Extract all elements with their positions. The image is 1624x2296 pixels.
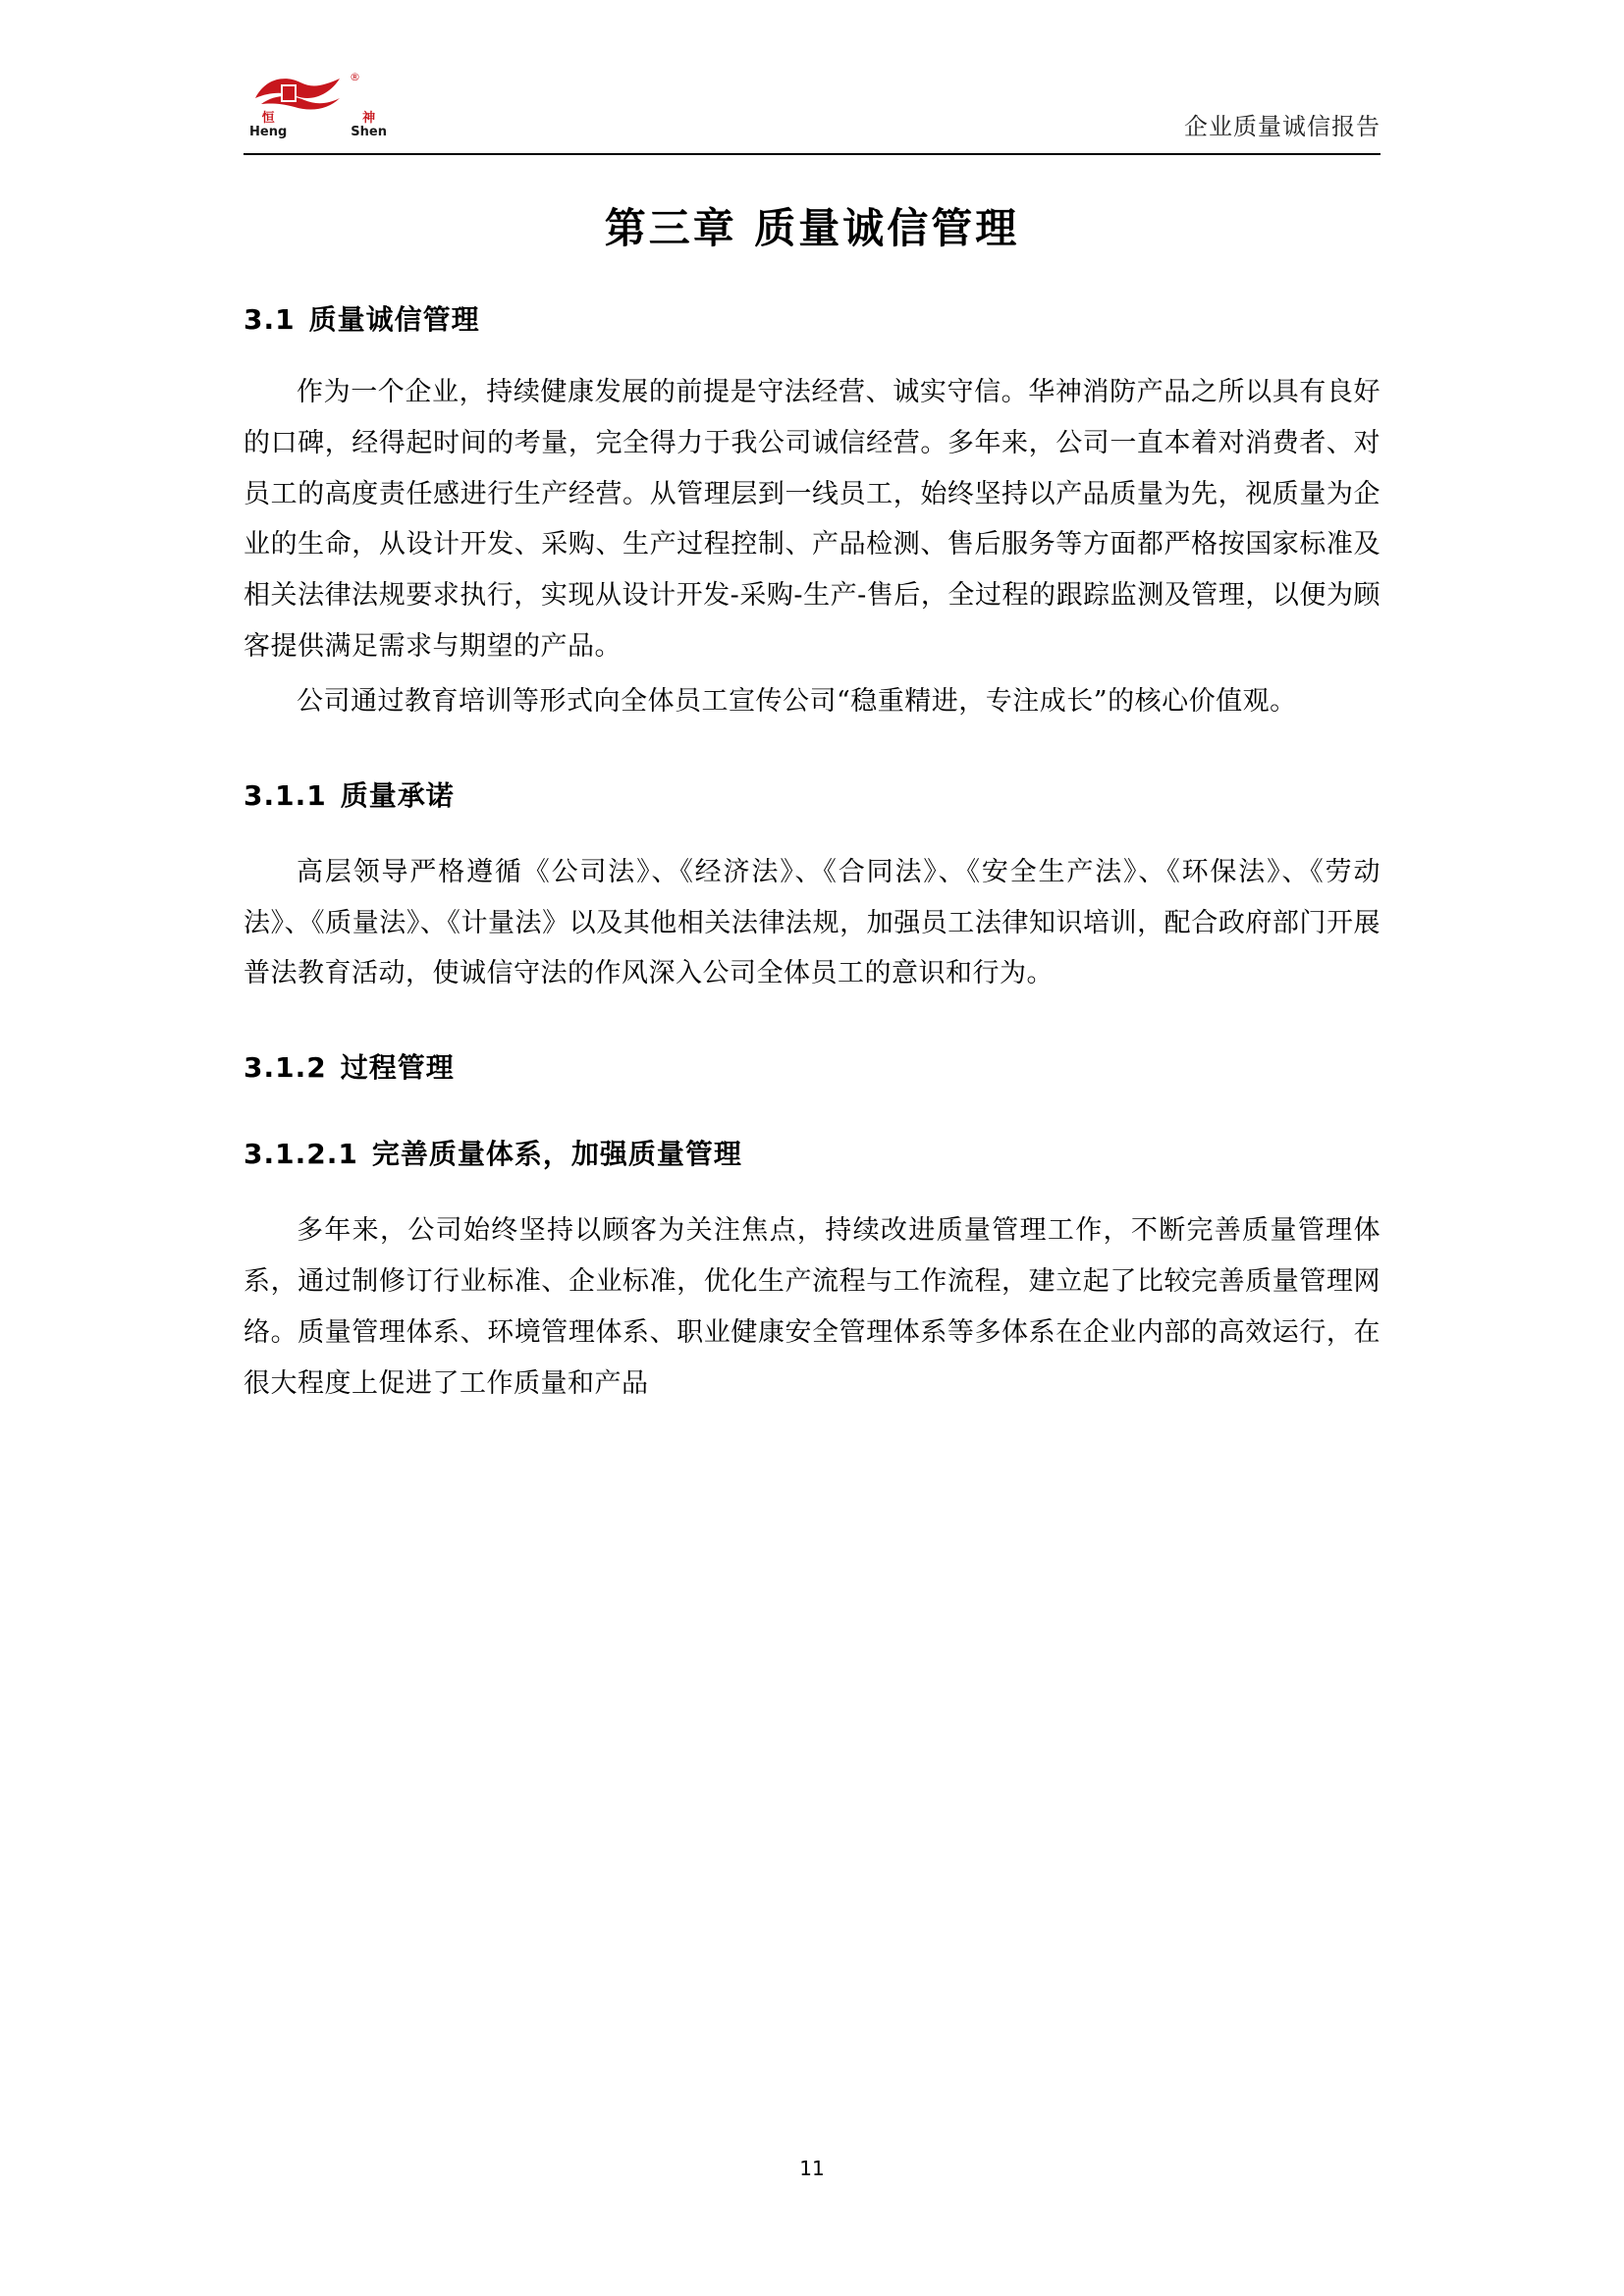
section-number-3-1-2-1: 3.1.2.1 — [244, 1138, 358, 1171]
company-logo — [244, 71, 393, 153]
page-number: 11 — [799, 2157, 825, 2180]
paragraph: 多年来，公司始终坚持以顾客为关注焦点，持续改进质量管理工作，不断完善质量管理体系，通过制修订行业标准、企业标准，优化生产流程与工作流程，建立起了比较完善质量管理网络。质量管理体系、环境管理体系、职业健康安全管理体系等多体系在企业内部的高效运行，在很大程度上促进了工作质量和产品 — [244, 1215, 1380, 1399]
section-heading-3-1 — [244, 298, 1380, 338]
paragraph: 作为一个企业，持续健康发展的前提是守法经营、诚实守信。华神消防产品之所以具有良好的口碑，经得起时间的考量，完全得力于我公司诚信经营。多年来，公司一直本着对消费者、对员工的高度责任感进行生产经营。从管理层到一线员工，始终坚持以产品质量为先，视质量为企业的生命，从设计开发、采购、生产过程控制、产品检测、售后服务等方面都严格按国家标准及相关法律法规要求执行，实现从设计开发-采购-生产-售后，全过程的跟踪监测及管理，以便为顾客提供满足需求与期望的产品。 — [244, 377, 1380, 663]
section-number-3-1: 3.1 — [244, 303, 296, 336]
document-content — [244, 177, 1380, 1414]
paragraph: 公司通过教育培训等形式向全体员工宣传公司“稳重精进，专注成长”的核心价值观。 — [297, 685, 1297, 717]
logo-en-left: Heng — [249, 124, 288, 139]
logo-cn-left: 恒 — [261, 111, 275, 126]
logo-cn-right: 神 — [362, 111, 376, 126]
section-title-3-1-2: 过程管理 — [340, 1051, 455, 1085]
paragraph: 高层领导严格遵循《公司法》、《经济法》、《合同法》、《安全生产法》、《环保法》、《劳动法》、《质量法》、《计量法》以及其他相关法律法规，加强员工法律知识培训，配合政府部门开展普法教育活动，使诚信守法的作风深入公司全体员工的意识和行为。 — [244, 856, 1380, 989]
page-header — [244, 59, 1380, 155]
section-number-3-1-1: 3.1.1 — [244, 778, 327, 812]
logo-wordmark — [249, 112, 387, 138]
logo-en-right: Shen — [351, 124, 387, 139]
header-report-title: 企业质量诚信报告 — [1184, 113, 1380, 140]
section-title-3-1-1: 质量承诺 — [340, 778, 455, 812]
section-title-3-1-2-1: 完善质量体系，加强质量管理 — [371, 1138, 742, 1171]
section-heading-3-1-1 — [244, 774, 1380, 814]
section-heading-3-1-2-1 — [244, 1133, 1380, 1172]
logo-box — [244, 71, 393, 147]
section-number-3-1-2: 3.1.2 — [244, 1051, 327, 1085]
section-heading-3-1-2 — [244, 1046, 1380, 1086]
registered-trademark-icon: ® — [350, 71, 360, 83]
chapter-title: 第三章 质量诚信管理 — [604, 204, 1020, 252]
section-title-3-1: 质量诚信管理 — [308, 303, 480, 336]
hengshen-logo-icon — [251, 73, 346, 112]
